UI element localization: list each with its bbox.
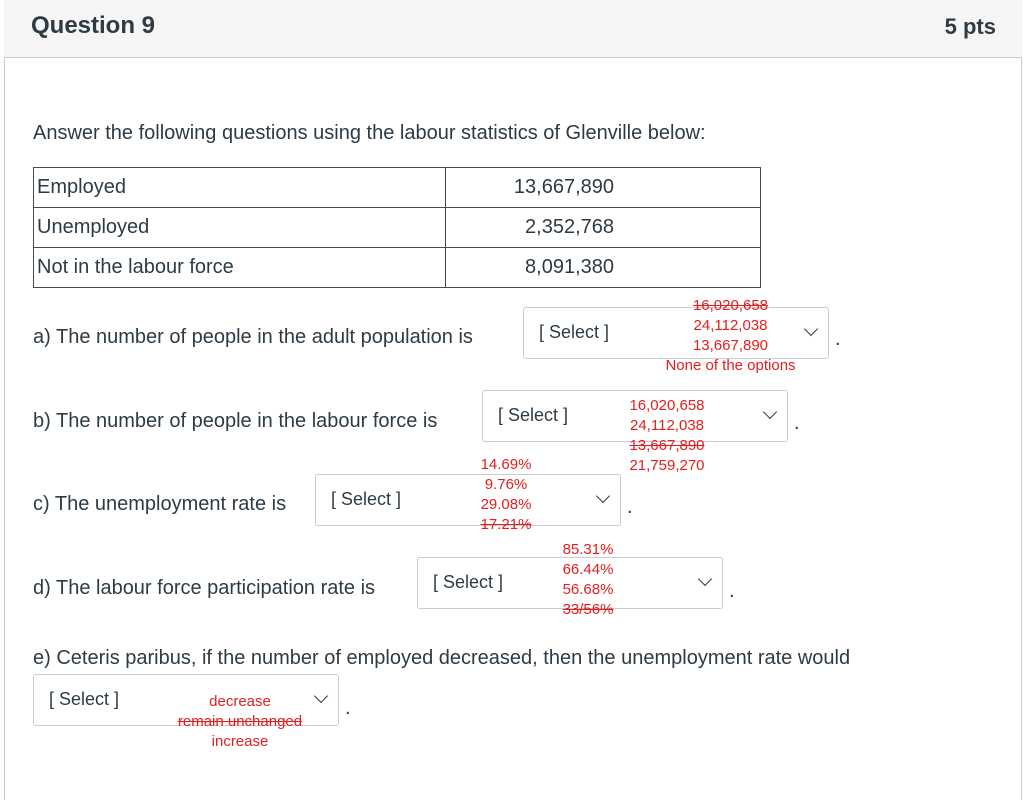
annotation-option: 66.44% bbox=[562, 561, 614, 578]
question-title: Question 9 bbox=[31, 12, 156, 39]
select-placeholder: [ Select ] bbox=[331, 489, 402, 509]
labour-stats-table bbox=[33, 167, 761, 288]
question-header bbox=[4, 0, 1022, 58]
question-c-annotations bbox=[466, 455, 546, 535]
annotation-option: 56.68% bbox=[562, 581, 614, 598]
period: . bbox=[729, 580, 735, 602]
table-row bbox=[34, 208, 761, 248]
table-cell-value: 8,091,380 bbox=[446, 248, 761, 288]
annotation-option: 21,759,270 bbox=[629, 457, 705, 474]
annotation-option: 29.08% bbox=[480, 496, 532, 513]
select-placeholder: [ Select ] bbox=[539, 322, 610, 342]
chevron-down-icon bbox=[596, 489, 610, 503]
question-a-text: a) The number of people in the adult population is bbox=[33, 326, 473, 348]
annotation-option: 13,667,890 bbox=[692, 337, 769, 354]
annotation-option: 9.76% bbox=[484, 476, 528, 493]
question-b-annotations bbox=[607, 396, 727, 476]
period: . bbox=[794, 412, 800, 434]
table-cell-label: Unemployed bbox=[34, 208, 446, 248]
annotation-option: 16,020,658 bbox=[629, 397, 705, 414]
table-cell-value: 13,667,890 bbox=[446, 168, 761, 208]
annotation-option: 17.21% bbox=[480, 516, 532, 533]
annotation-option: None of the options bbox=[665, 357, 796, 374]
annotation-option: 13,667,890 bbox=[629, 437, 705, 454]
question-a-annotations bbox=[648, 296, 813, 376]
chevron-down-icon bbox=[763, 405, 777, 419]
annotation-option: 16,020,658 bbox=[692, 297, 769, 314]
question-points: 5 pts bbox=[944, 14, 996, 39]
select-placeholder: [ Select ] bbox=[49, 689, 120, 709]
table-cell-label: Not in the labour force bbox=[34, 248, 446, 288]
question-c-text: c) The unemployment rate is bbox=[33, 493, 287, 515]
table-row bbox=[34, 248, 761, 288]
annotation-option: increase bbox=[211, 733, 269, 750]
question-b-text: b) The number of people in the labour force is bbox=[33, 410, 438, 432]
annotation-option: 24,112,038 bbox=[693, 317, 768, 334]
chevron-down-icon bbox=[698, 572, 712, 586]
question-intro: Answer the following questions using the labour statistics of Glenville below: bbox=[33, 122, 706, 144]
question-e-text: e) Ceteris paribus, if the number of employed decreased, then the unemployment rate would bbox=[33, 647, 851, 669]
annotation-option: remain unchanged bbox=[177, 713, 303, 730]
question-d-annotations bbox=[548, 540, 628, 620]
annotation-option: 24,112,038 bbox=[630, 417, 704, 434]
annotation-option: decrease bbox=[209, 693, 271, 710]
period: . bbox=[627, 496, 633, 518]
chevron-down-icon bbox=[314, 689, 328, 703]
question-d-text: d) The labour force participation rate is bbox=[33, 577, 376, 599]
table-row bbox=[34, 168, 761, 208]
select-placeholder: [ Select ] bbox=[498, 405, 569, 425]
table-cell-label: Employed bbox=[34, 168, 446, 208]
annotation-option: 33/56% bbox=[562, 601, 614, 618]
select-placeholder: [ Select ] bbox=[433, 572, 504, 592]
annotation-option: 14.69% bbox=[480, 456, 532, 473]
question-e-annotations bbox=[165, 692, 315, 752]
period: . bbox=[345, 697, 351, 719]
table-cell-value: 2,352,768 bbox=[446, 208, 761, 248]
annotation-option: 85.31% bbox=[562, 541, 614, 558]
period: . bbox=[835, 328, 841, 350]
